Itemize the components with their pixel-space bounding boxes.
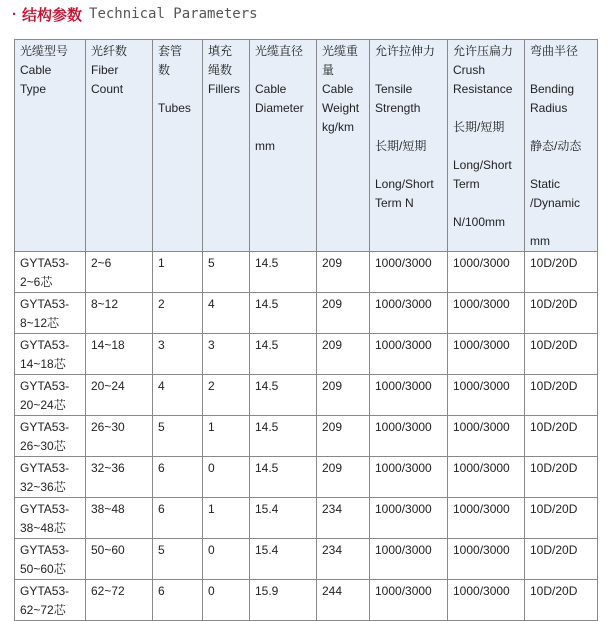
cable-type-line: 8~12芯 xyxy=(20,316,60,330)
cell-bending-radius: 10D/20D xyxy=(525,416,598,457)
cell-bending-radius: 10D/20D xyxy=(525,334,598,375)
cell-fillers: 1 xyxy=(203,416,250,457)
cell-cable-diameter: 14.5 xyxy=(250,416,317,457)
cell-cable-weight: 209 xyxy=(317,457,370,498)
cell-fiber-count: 50~60 xyxy=(86,539,153,580)
cell-fiber-count: 38~48 xyxy=(86,498,153,539)
cable-type-line: 2~6芯 xyxy=(20,275,53,289)
cell-bending-radius: 10D/20D xyxy=(525,498,598,539)
header-label-line: /Dynamic xyxy=(530,196,581,210)
cell-cable-weight: 209 xyxy=(317,334,370,375)
cell-fiber-count: 32~36 xyxy=(86,457,153,498)
cell-cable-diameter: 14.5 xyxy=(250,334,317,375)
header-spacer xyxy=(453,99,524,118)
cell-tensile-strength: 1000/3000 xyxy=(370,457,448,498)
header-spacer xyxy=(158,80,202,99)
cable-type-line: GYTA53- xyxy=(20,379,70,393)
cell-crush-resistance: 1000/3000 xyxy=(448,539,525,580)
cell-fillers: 0 xyxy=(203,457,250,498)
table-row xyxy=(15,580,598,621)
header-col-fiber-count xyxy=(86,40,153,252)
cell-cable-type xyxy=(15,498,86,539)
cell-cable-weight: 209 xyxy=(317,375,370,416)
header-spacer xyxy=(453,137,524,156)
heading-title-cn: 结构参数 xyxy=(22,5,83,24)
cell-cable-diameter: 14.5 xyxy=(250,293,317,334)
cell-tubes: 6 xyxy=(153,457,203,498)
cell-bending-radius: 10D/20D xyxy=(525,252,598,293)
header-spacer xyxy=(255,61,316,80)
table-row xyxy=(15,334,598,375)
header-label-line: 弯曲半径 xyxy=(530,44,579,58)
cell-tubes: 6 xyxy=(153,580,203,621)
header-label-line: kg/km xyxy=(322,120,355,134)
cable-type-line: 26~30芯 xyxy=(20,439,66,453)
cable-type-line: 50~60芯 xyxy=(20,562,66,576)
cell-cable-type xyxy=(15,580,86,621)
cable-type-line: GYTA53- xyxy=(20,420,70,434)
cell-tubes: 5 xyxy=(153,416,203,457)
cable-type-line: GYTA53- xyxy=(20,502,70,516)
cell-fiber-count: 2~6 xyxy=(86,252,153,293)
cell-cable-diameter: 14.5 xyxy=(250,375,317,416)
table-row xyxy=(15,416,598,457)
header-label-line: 套管 xyxy=(158,44,183,58)
header-label-line: 绳数 xyxy=(208,63,233,77)
cell-cable-diameter: 14.5 xyxy=(250,252,317,293)
cell-crush-resistance: 1000/3000 xyxy=(448,580,525,621)
table-row xyxy=(15,375,598,416)
header-label-line: Fillers xyxy=(208,82,240,96)
cell-bending-radius: 10D/20D xyxy=(525,375,598,416)
table-row xyxy=(15,457,598,498)
header-label-line: 长期/短期 xyxy=(375,139,427,153)
cell-tensile-strength: 1000/3000 xyxy=(370,334,448,375)
header-spacer xyxy=(375,118,447,137)
section-heading xyxy=(12,2,258,26)
header-label-line: Cable xyxy=(20,63,52,77)
bullet-icon: · xyxy=(12,5,17,23)
header-label-line: 数 xyxy=(158,63,171,77)
header-spacer xyxy=(453,194,524,213)
cell-bending-radius: 10D/20D xyxy=(525,539,598,580)
cell-cable-type xyxy=(15,539,86,580)
cell-cable-weight: 234 xyxy=(317,498,370,539)
technical-parameters-table xyxy=(14,39,598,621)
header-label-line: 允许压扁力 xyxy=(453,44,514,58)
header-label-line: mm xyxy=(255,139,275,153)
cell-fillers: 3 xyxy=(203,334,250,375)
header-label-line: Static xyxy=(530,177,561,191)
cell-tubes: 5 xyxy=(153,539,203,580)
cell-cable-diameter: 15.4 xyxy=(250,539,317,580)
header-label-line: Long/Short xyxy=(375,177,434,191)
cable-type-line: 32~36芯 xyxy=(20,480,66,494)
header-spacer xyxy=(375,156,447,175)
cell-tensile-strength: 1000/3000 xyxy=(370,539,448,580)
cell-cable-type xyxy=(15,334,86,375)
cell-tensile-strength: 1000/3000 xyxy=(370,375,448,416)
cell-tubes: 3 xyxy=(153,334,203,375)
header-spacer xyxy=(255,118,316,137)
header-col-crush-resistance xyxy=(448,40,525,252)
cable-type-line: GYTA53- xyxy=(20,543,70,557)
cable-type-line: GYTA53- xyxy=(20,256,70,270)
cell-cable-diameter: 15.9 xyxy=(250,580,317,621)
header-label-line: 静态/动态 xyxy=(530,139,582,153)
cell-crush-resistance: 1000/3000 xyxy=(448,252,525,293)
header-label-line: Type xyxy=(20,82,47,96)
header-label-line: Diameter xyxy=(255,101,304,115)
cell-tensile-strength: 1000/3000 xyxy=(370,498,448,539)
header-col-tensile-strength xyxy=(370,40,448,252)
header-spacer xyxy=(530,61,597,80)
table-row xyxy=(15,252,598,293)
cell-cable-type xyxy=(15,375,86,416)
cell-crush-resistance: 1000/3000 xyxy=(448,375,525,416)
header-col-bending-radius xyxy=(525,40,598,252)
cell-fiber-count: 20~24 xyxy=(86,375,153,416)
header-col-cable-type xyxy=(15,40,86,252)
cell-bending-radius: 10D/20D xyxy=(525,580,598,621)
cell-cable-type xyxy=(15,416,86,457)
cell-cable-type xyxy=(15,293,86,334)
header-label-line: 光纤数 xyxy=(91,44,128,58)
cable-type-line: 38~48芯 xyxy=(20,521,66,535)
table-body xyxy=(15,252,598,621)
header-col-cable-weight xyxy=(317,40,370,252)
header-label-line: 量 xyxy=(322,63,335,77)
header-label-line: Term N xyxy=(375,196,414,210)
cell-cable-weight: 209 xyxy=(317,416,370,457)
header-spacer xyxy=(530,213,597,232)
header-col-tubes xyxy=(153,40,203,252)
cell-fillers: 0 xyxy=(203,580,250,621)
cell-bending-radius: 10D/20D xyxy=(525,293,598,334)
cell-cable-type xyxy=(15,457,86,498)
cell-crush-resistance: 1000/3000 xyxy=(448,293,525,334)
cable-type-line: 20~24芯 xyxy=(20,398,66,412)
cell-fiber-count: 8~12 xyxy=(86,293,153,334)
header-label-line: 长期/短期 xyxy=(453,120,505,134)
header-label-line: 填充 xyxy=(208,44,233,58)
header-label-line: 光缆重 xyxy=(322,44,359,58)
header-label-line: 光缆型号 xyxy=(20,44,69,58)
cell-tensile-strength: 1000/3000 xyxy=(370,580,448,621)
cell-fillers: 0 xyxy=(203,539,250,580)
cell-fillers: 4 xyxy=(203,293,250,334)
cell-fillers: 1 xyxy=(203,498,250,539)
cable-type-line: GYTA53- xyxy=(20,461,70,475)
table-row xyxy=(15,498,598,539)
header-label-line: Weight xyxy=(322,101,360,115)
cable-type-line: GYTA53- xyxy=(20,297,70,311)
header-label-line: Resistance xyxy=(453,82,513,96)
cell-cable-type xyxy=(15,252,86,293)
cell-cable-weight: 234 xyxy=(317,539,370,580)
header-label-line: Radius xyxy=(530,101,568,115)
cable-type-line: GYTA53- xyxy=(20,584,70,598)
cell-crush-resistance: 1000/3000 xyxy=(448,334,525,375)
header-col-cable-diameter xyxy=(250,40,317,252)
cable-type-line: 14~18芯 xyxy=(20,357,66,371)
header-label-line: Tensile xyxy=(375,82,413,96)
cell-cable-diameter: 15.4 xyxy=(250,498,317,539)
table-row xyxy=(15,293,598,334)
header-label-line: 光缆直径 xyxy=(255,44,304,58)
header-label-line: Bending xyxy=(530,82,575,96)
table-row xyxy=(15,539,598,580)
cell-fiber-count: 14~18 xyxy=(86,334,153,375)
header-label-line: Count xyxy=(91,82,124,96)
cell-crush-resistance: 1000/3000 xyxy=(448,498,525,539)
header-label-line: mm xyxy=(530,234,550,248)
cell-fiber-count: 26~30 xyxy=(86,416,153,457)
cell-tubes: 1 xyxy=(153,252,203,293)
cell-fiber-count: 62~72 xyxy=(86,580,153,621)
header-label-line: Cable xyxy=(255,82,287,96)
header-label-line: Tubes xyxy=(158,101,191,115)
table-header-row xyxy=(15,40,598,252)
header-spacer xyxy=(375,61,447,80)
header-label-line: Strength xyxy=(375,101,421,115)
header-label-line: Cable xyxy=(322,82,354,96)
header-spacer xyxy=(530,156,597,175)
heading-title-en: Technical Parameters xyxy=(89,6,258,22)
cell-tubes: 2 xyxy=(153,293,203,334)
cell-cable-diameter: 14.5 xyxy=(250,457,317,498)
header-label-line: N/100mm xyxy=(453,215,506,229)
cell-tensile-strength: 1000/3000 xyxy=(370,416,448,457)
header-spacer xyxy=(530,118,597,137)
cell-crush-resistance: 1000/3000 xyxy=(448,457,525,498)
cell-tubes: 4 xyxy=(153,375,203,416)
cell-fillers: 5 xyxy=(203,252,250,293)
header-label-line: Crush xyxy=(453,63,486,77)
header-label-line: Long/Short xyxy=(453,158,512,172)
cell-cable-weight: 209 xyxy=(317,293,370,334)
header-label-line: Term xyxy=(453,177,480,191)
cell-tensile-strength: 1000/3000 xyxy=(370,252,448,293)
cable-type-line: GYTA53- xyxy=(20,338,70,352)
cell-cable-weight: 209 xyxy=(317,252,370,293)
header-label-line: Fiber xyxy=(91,63,119,77)
cell-bending-radius: 10D/20D xyxy=(525,457,598,498)
cell-tensile-strength: 1000/3000 xyxy=(370,293,448,334)
header-label-line: 允许拉伸力 xyxy=(375,44,436,58)
cell-fillers: 2 xyxy=(203,375,250,416)
header-col-fillers xyxy=(203,40,250,252)
cable-type-line: 62~72芯 xyxy=(20,603,66,617)
cell-crush-resistance: 1000/3000 xyxy=(448,416,525,457)
cell-tubes: 6 xyxy=(153,498,203,539)
cell-cable-weight: 244 xyxy=(317,580,370,621)
